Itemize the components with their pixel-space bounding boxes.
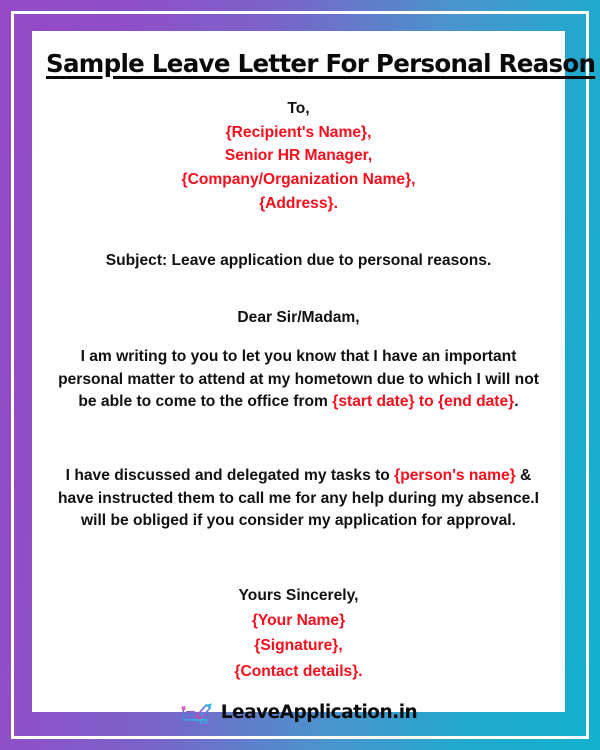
page-title: Sample Leave Letter For Personal Reason bbox=[46, 49, 596, 78]
spacer bbox=[46, 215, 551, 234]
recipient-designation: Senior HR Manager, bbox=[224, 147, 373, 165]
recipient-address: {Address}. bbox=[259, 194, 338, 212]
spacer bbox=[46, 78, 551, 97]
closing-your-name: {Your Name} bbox=[251, 612, 346, 630]
subject-line: Subject: Leave application due to personal reasons. bbox=[105, 252, 492, 270]
closing-block bbox=[46, 583, 551, 684]
closing-contact-details: {Contact details}. bbox=[234, 662, 363, 680]
spacer bbox=[46, 568, 551, 583]
body-paragraph-2 bbox=[46, 465, 551, 534]
paragraph-2-text-before: I have discussed and delegated my tasks to bbox=[65, 466, 395, 484]
letter-sheet bbox=[32, 31, 596, 724]
paragraph-2-text-after: & have instructed them to call me for any help during my absence.I will be obliged if you consider my application for approval. bbox=[58, 466, 539, 530]
recipient-company: {Company/Organization Name}, bbox=[181, 171, 416, 189]
spacer bbox=[46, 292, 551, 307]
addressee-block bbox=[46, 97, 551, 215]
spacer bbox=[46, 549, 551, 568]
body-paragraph-1 bbox=[46, 346, 551, 415]
pen-writing-on-paper-icon bbox=[180, 700, 214, 726]
paragraph-1-text-after: . bbox=[514, 393, 519, 411]
paragraph-2-person-placeholder: {person's name} bbox=[394, 466, 516, 484]
closing-signature: {Signature}, bbox=[254, 637, 343, 655]
spacer bbox=[46, 234, 551, 249]
spacer bbox=[46, 273, 551, 292]
spacer bbox=[46, 430, 551, 449]
to-label: To, bbox=[287, 100, 310, 117]
paragraph-1-text-before: I am writing to you to let you know that I have an important personal matter to attend at my hometown due to which I will not be able to come to the office from bbox=[58, 347, 539, 411]
brand-footer bbox=[46, 700, 551, 726]
recipient-name: {Recipient's Name}, bbox=[225, 123, 372, 141]
salutation: Dear Sir/Madam, bbox=[237, 309, 360, 327]
brand-name: LeaveApplication.in bbox=[220, 702, 418, 724]
closing-sincerely: Yours Sincerely, bbox=[238, 586, 359, 604]
paragraph-1-date-placeholder: {start date} to {end date} bbox=[332, 393, 515, 411]
